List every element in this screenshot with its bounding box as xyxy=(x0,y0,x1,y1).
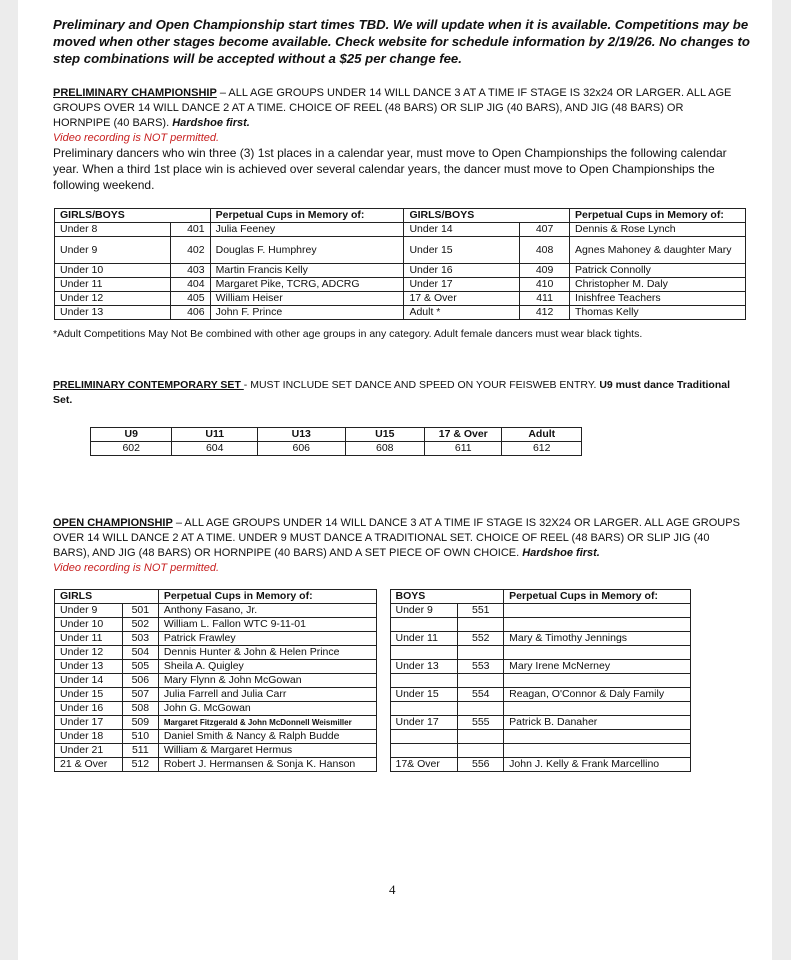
prelim-comp-number: 404 xyxy=(170,278,210,292)
open-girls-age: Under 21 xyxy=(55,744,123,758)
contemporary-value-adult: 612 xyxy=(502,442,582,456)
prelim-col-age-1: GIRLS/BOYS xyxy=(55,209,211,223)
prelim-text: – ALL AGE GROUPS UNDER 14 WILL DANCE 3 AT A TIME IF STAGE IS 32x24 OR LARGER. ALL AGE GROUPS OVER 14 WILL DANCE 2 AT A TIME. CHOICE OF REEL (48 BARS) OR SLIP JIG (40 BARS), AND JIG (48 BARS) OR HORNPIPE (40 BARS). xyxy=(53,87,732,129)
open-gap-cell xyxy=(376,702,390,716)
prelim-col-cup-1: Perpetual Cups in Memory of: xyxy=(210,209,404,223)
open-girls-cup: Robert J. Hermansen & Sonja K. Hanson xyxy=(158,758,376,772)
open-boys-number xyxy=(458,674,504,688)
open-row xyxy=(55,744,691,758)
prelim-age-group: Under 17 xyxy=(404,278,520,292)
open-boys-cup: Mary Irene McNerney xyxy=(504,660,691,674)
prelim-comp-number: 411 xyxy=(520,292,570,306)
prelim-cup-name: Margaret Pike, TCRG, ADCRG xyxy=(210,278,404,292)
open-section xyxy=(53,516,743,576)
open-girls-age: 21 & Over xyxy=(55,758,123,772)
open-boys-cup: Patrick B. Danaher xyxy=(504,716,691,730)
open-girls-number: 510 xyxy=(122,730,158,744)
open-video-note: Video recording is NOT permitted. xyxy=(53,562,220,574)
open-col-boys: BOYS xyxy=(390,590,504,604)
contemporary-col-u9: U9 xyxy=(91,428,172,442)
prelim-cup-name: William Heiser xyxy=(210,292,404,306)
open-girls-number: 507 xyxy=(122,688,158,702)
open-gap-cell xyxy=(376,618,390,632)
open-boys-cup xyxy=(504,618,691,632)
open-girls-age: Under 14 xyxy=(55,674,123,688)
open-boys-number xyxy=(458,744,504,758)
prelim-comp-number: 405 xyxy=(170,292,210,306)
prelim-comp-number: 403 xyxy=(170,264,210,278)
prelim-header-row xyxy=(55,209,746,223)
prelim-comp-number: 412 xyxy=(520,306,570,320)
open-boys-cup xyxy=(504,604,691,618)
open-girls-age: Under 9 xyxy=(55,604,123,618)
open-boys-age: Under 9 xyxy=(390,604,458,618)
open-gap-cell xyxy=(376,744,390,758)
open-boys-number: 556 xyxy=(458,758,504,772)
open-col-boys-cup: Perpetual Cups in Memory of: xyxy=(504,590,691,604)
prelim-cup-name: John F. Prince xyxy=(210,306,404,320)
open-girls-number: 501 xyxy=(122,604,158,618)
open-girls-number: 505 xyxy=(122,660,158,674)
prelim-col-cup-2: Perpetual Cups in Memory of: xyxy=(570,209,746,223)
open-girls-age: Under 18 xyxy=(55,730,123,744)
contemporary-values-row xyxy=(91,442,582,456)
prelim-footnote: *Adult Competitions May Not Be combined with other age groups in any category. Adult female dancers must wear black tights. xyxy=(53,328,643,340)
open-girls-number: 506 xyxy=(122,674,158,688)
open-row xyxy=(55,702,691,716)
open-boys-number: 553 xyxy=(458,660,504,674)
prelim-comp-number: 401 xyxy=(170,223,210,237)
prelim-comp-number: 409 xyxy=(520,264,570,278)
open-girls-cup: Margaret Fitzgerald & John McDonnell Weismiller xyxy=(158,716,376,730)
open-heading: OPEN CHAMPIONSHIP xyxy=(53,517,173,529)
open-row xyxy=(55,604,691,618)
prelim-age-group: Under 9 xyxy=(55,237,171,264)
open-girls-number: 512 xyxy=(122,758,158,772)
open-girls-age: Under 11 xyxy=(55,632,123,646)
open-girls-cup: Patrick Frawley xyxy=(158,632,376,646)
contemporary-section xyxy=(53,378,743,408)
open-girls-number: 508 xyxy=(122,702,158,716)
contemporary-col-17-over: 17 & Over xyxy=(425,428,502,442)
prelim-rule: Preliminary dancers who win three (3) 1st places in a calendar year, must move to Open Championships the following calendar year. When a third 1st place win is achieved over several calendar years, the dancer must move to Open Championships the following weekend. xyxy=(53,146,727,192)
open-boys-number xyxy=(458,730,504,744)
contemporary-value-17-over: 611 xyxy=(425,442,502,456)
open-boys-number: 552 xyxy=(458,632,504,646)
open-girls-age: Under 13 xyxy=(55,660,123,674)
open-hardshoe: Hardshoe first. xyxy=(522,547,600,559)
open-girls-number: 504 xyxy=(122,646,158,660)
open-boys-cup xyxy=(504,674,691,688)
open-row xyxy=(55,716,691,730)
open-boys-cup xyxy=(504,730,691,744)
open-boys-number: 555 xyxy=(458,716,504,730)
contemporary-value-u15: 608 xyxy=(345,442,424,456)
open-col-girls: GIRLS xyxy=(55,590,159,604)
prelim-age-group: Under 11 xyxy=(55,278,171,292)
contemporary-col-adult: Adult xyxy=(502,428,582,442)
open-girls-cup: Anthony Fasano, Jr. xyxy=(158,604,376,618)
open-girls-age: Under 12 xyxy=(55,646,123,660)
open-row xyxy=(55,618,691,632)
open-row xyxy=(55,688,691,702)
prelim-video-note: Video recording is NOT permitted. xyxy=(53,132,220,144)
open-gap-cell xyxy=(376,646,390,660)
open-boys-age: Under 15 xyxy=(390,688,458,702)
open-gap-cell xyxy=(376,604,390,618)
open-girls-number: 511 xyxy=(122,744,158,758)
prelim-age-group: Under 15 xyxy=(404,237,520,264)
prelim-row xyxy=(55,278,746,292)
open-boys-age xyxy=(390,744,458,758)
open-text: – ALL AGE GROUPS UNDER 14 WILL DANCE 3 AT A TIME IF STAGE IS 32X24 OR LARGER. ALL AGE GROUPS OVER 14 WILL DANCE 2 AT A TIME. UNDER 9 MUST DANCE A TRADITIONAL SET. CHOICE OF REEL (48 BARS) OR SLIP JIG (40 BARS), AND JIG (48 BARS) OR HORNPIPE (40 BARS) AND A SET PIECE OF OWN CHOICE. xyxy=(53,517,740,559)
open-boys-age xyxy=(390,730,458,744)
prelim-section xyxy=(53,86,743,194)
prelim-age-group: Under 8 xyxy=(55,223,171,237)
prelim-heading: PRELIMINARY CHAMPIONSHIP xyxy=(53,87,217,99)
prelim-age-group: Under 10 xyxy=(55,264,171,278)
open-boys-age: 17& Over xyxy=(390,758,458,772)
open-girls-age: Under 16 xyxy=(55,702,123,716)
prelim-row xyxy=(55,306,746,320)
prelim-comp-number: 406 xyxy=(170,306,210,320)
open-row xyxy=(55,632,691,646)
contemporary-value-u13: 606 xyxy=(258,442,346,456)
prelim-col-age-2: GIRLS/BOYS xyxy=(404,209,570,223)
open-boys-age xyxy=(390,618,458,632)
open-gap-cell xyxy=(376,716,390,730)
prelim-table xyxy=(54,208,746,320)
open-girls-cup: Dennis Hunter & John & Helen Prince xyxy=(158,646,376,660)
open-row xyxy=(55,674,691,688)
prelim-cup-name: Dennis & Rose Lynch xyxy=(570,223,746,237)
open-girls-cup: William & Margaret Hermus xyxy=(158,744,376,758)
open-boys-cup: John J. Kelly & Frank Marcellino xyxy=(504,758,691,772)
contemporary-col-u13: U13 xyxy=(258,428,346,442)
open-boys-number: 554 xyxy=(458,688,504,702)
open-gap-cell xyxy=(376,660,390,674)
open-row xyxy=(55,660,691,674)
open-boys-cup xyxy=(504,702,691,716)
prelim-cup-name: Julia Feeney xyxy=(210,223,404,237)
contemporary-text: - MUST INCLUDE SET DANCE AND SPEED ON YOUR FEISWEB ENTRY. xyxy=(243,379,600,391)
prelim-cup-name: Martin Francis Kelly xyxy=(210,264,404,278)
open-header-row xyxy=(55,590,691,604)
open-boys-cup: Reagan, O'Connor & Daly Family xyxy=(504,688,691,702)
open-girls-cup: Daniel Smith & Nancy & Ralph Budde xyxy=(158,730,376,744)
prelim-comp-number: 407 xyxy=(520,223,570,237)
prelim-hardshoe: Hardshoe first. xyxy=(172,117,250,129)
open-boys-age: Under 11 xyxy=(390,632,458,646)
open-girls-cup: William L. Fallon WTC 9-11-01 xyxy=(158,618,376,632)
prelim-row xyxy=(55,292,746,306)
open-girls-number: 502 xyxy=(122,618,158,632)
open-girls-age: Under 15 xyxy=(55,688,123,702)
prelim-cup-name: Agnes Mahoney & daughter Mary xyxy=(570,237,746,264)
contemporary-col-u11: U11 xyxy=(172,428,258,442)
open-girls-age: Under 17 xyxy=(55,716,123,730)
open-gap-cell xyxy=(376,730,390,744)
prelim-row xyxy=(55,223,746,237)
open-gap-cell xyxy=(376,632,390,646)
open-col-girls-cup: Perpetual Cups in Memory of: xyxy=(158,590,376,604)
open-boys-number xyxy=(458,702,504,716)
open-boys-age: Under 13 xyxy=(390,660,458,674)
open-row xyxy=(55,646,691,660)
open-girls-number: 503 xyxy=(122,632,158,646)
open-boys-number xyxy=(458,618,504,632)
prelim-age-group: Under 16 xyxy=(404,264,520,278)
prelim-cup-name: Douglas F. Humphrey xyxy=(210,237,404,264)
prelim-age-group: 17 & Over xyxy=(404,292,520,306)
contemporary-header-row xyxy=(91,428,582,442)
open-row xyxy=(55,730,691,744)
contemporary-value-u11: 604 xyxy=(172,442,258,456)
open-boys-number: 551 xyxy=(458,604,504,618)
open-girls-cup: Julia Farrell and Julia Carr xyxy=(158,688,376,702)
contemporary-table xyxy=(90,427,582,456)
open-girls-cup: Mary Flynn & John McGowan xyxy=(158,674,376,688)
contemporary-note: U9 must dance Traditional Set. xyxy=(53,379,731,406)
open-gap-cell xyxy=(376,590,390,604)
prelim-row xyxy=(55,264,746,278)
open-gap-cell xyxy=(376,758,390,772)
prelim-cup-name: Christopher M. Daly xyxy=(570,278,746,292)
open-boys-cup xyxy=(504,744,691,758)
contemporary-col-u15: U15 xyxy=(345,428,424,442)
prelim-age-group: Under 14 xyxy=(404,223,520,237)
open-boys-cup xyxy=(504,646,691,660)
prelim-comp-number: 410 xyxy=(520,278,570,292)
open-boys-number xyxy=(458,646,504,660)
open-gap-cell xyxy=(376,688,390,702)
prelim-comp-number: 402 xyxy=(170,237,210,264)
contemporary-value-u9: 602 xyxy=(91,442,172,456)
prelim-age-group: Under 12 xyxy=(55,292,171,306)
prelim-age-group: Under 13 xyxy=(55,306,171,320)
open-girls-age: Under 10 xyxy=(55,618,123,632)
prelim-cup-name: Thomas Kelly xyxy=(570,306,746,320)
open-boys-age xyxy=(390,674,458,688)
open-boys-age xyxy=(390,702,458,716)
prelim-cup-name: Patrick Connolly xyxy=(570,264,746,278)
open-boys-cup: Mary & Timothy Jennings xyxy=(504,632,691,646)
open-boys-age xyxy=(390,646,458,660)
prelim-row xyxy=(55,237,746,264)
prelim-comp-number: 408 xyxy=(520,237,570,264)
contemporary-heading: PRELIMINARY CONTEMPORARY SET xyxy=(53,379,244,391)
open-gap-cell xyxy=(376,674,390,688)
open-row xyxy=(55,758,691,772)
schedule-notice: Preliminary and Open Championship start times TBD. We will update when it is available. Competitions may be moved when other stages become available. Check website for schedule information by 2/19/26. No changes to step combinations will be accepted without a $25 per change fee. xyxy=(53,17,750,66)
open-girls-cup: Sheila A. Quigley xyxy=(158,660,376,674)
prelim-cup-name: Inishfree Teachers xyxy=(570,292,746,306)
page-number: 4 xyxy=(389,882,396,897)
open-girls-cup: John G. McGowan xyxy=(158,702,376,716)
open-girls-number: 509 xyxy=(122,716,158,730)
prelim-age-group: Adult * xyxy=(404,306,520,320)
open-table xyxy=(54,589,691,772)
open-boys-age: Under 17 xyxy=(390,716,458,730)
